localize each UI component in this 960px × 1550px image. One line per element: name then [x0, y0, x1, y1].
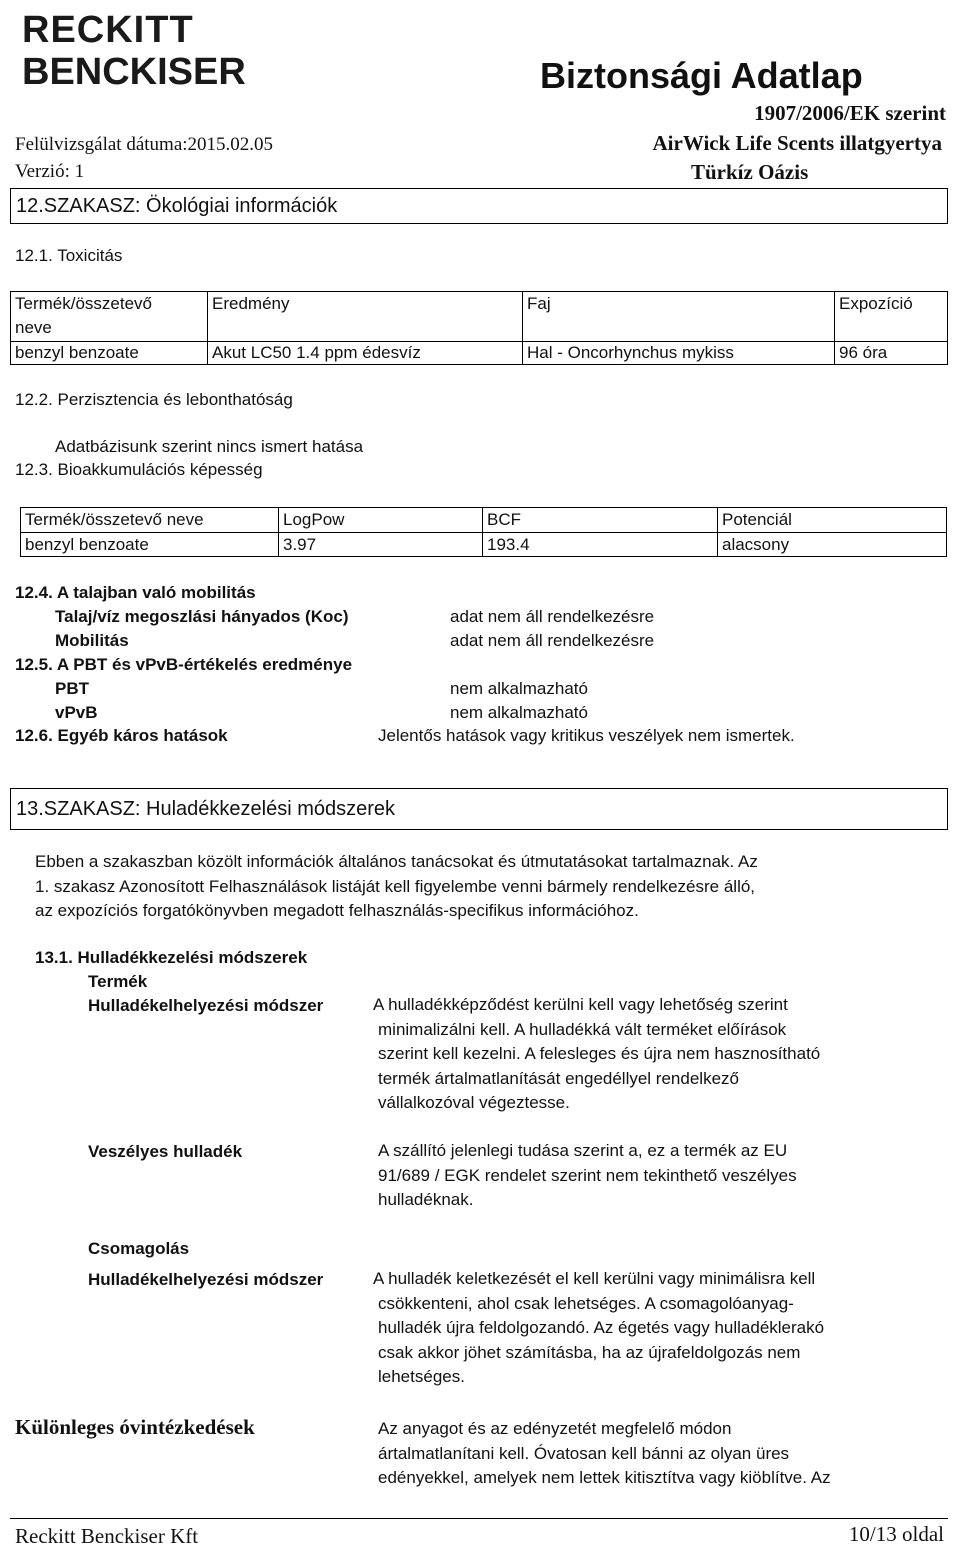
text-line: Az anyagot és az edényzetét megfelelő módon [378, 1419, 732, 1438]
koc-label: Talaj/víz megoszlási hányados (Koc) [55, 607, 349, 626]
persistence-text: Adatbázisunk szerint nincs ismert hatása [55, 437, 364, 456]
svg-text:BENCKISER: BENCKISER [22, 51, 246, 90]
special-precautions-label: Különleges óvintézkedések [15, 1415, 255, 1439]
methods-heading: 13.1. Hulladékkezelési módszerek [35, 948, 308, 967]
toxicity-col-product-line2: neve [15, 318, 52, 337]
other-effects-value: Jelentős hatások vagy kritikus veszélyek nem ismertek. [378, 726, 795, 745]
toxicity-cell-product: benzyl benzoate [11, 342, 208, 365]
footer-page-number: 10/13 oldal [848, 1522, 944, 1546]
text-line: szerint kell kezelni. A felesleges és újra nem hasznosítható [378, 1044, 821, 1063]
section13-title [10, 788, 948, 830]
product-disposal-label: Hulladékelhelyezési módszer [88, 996, 324, 1015]
document-title: Biztonsági Adatlap [540, 55, 863, 96]
vpvb-label: vPvB [55, 703, 98, 722]
special-precautions-text [378, 1417, 938, 1491]
product-name: AirWick Life Scents illatgyertya [652, 131, 942, 155]
text-line: edényekkel, amelyek nem lettek kitisztítva vagy kiöblítve. Az [378, 1468, 831, 1487]
toxicity-table [10, 291, 948, 365]
bioaccumulation-heading: 12.3. Bioakkumulációs képesség [15, 460, 263, 479]
toxicity-cell-species: Hal - Oncorhynchus mykiss [523, 342, 835, 365]
toxicity-cell-result: Akut LC50 1.4 ppm édesvíz [208, 342, 523, 365]
packaging-disposal-text [373, 1267, 938, 1390]
version-label: Verzió: 1 [15, 161, 85, 182]
toxicity-col-species: Faj [523, 292, 835, 342]
koc-value: adat nem áll rendelkezésre [450, 607, 655, 626]
text-line: A hulladék keletkezését el kell kerülni vagy minimálisra kell [373, 1269, 816, 1288]
bioacc-cell-potential: alacsony [718, 533, 947, 557]
toxicity-col-product-line1: Termék/összetevő [15, 294, 152, 313]
section12-title-text: 12.SZAKASZ: Ökológiai információk [16, 194, 338, 217]
mobility-heading: 12.4. A talajban való mobilitás [15, 583, 256, 602]
product-label: Termék [88, 972, 148, 991]
toxicity-cell-exposure: 96 óra [835, 342, 948, 365]
text-line: lehetséges. [378, 1367, 465, 1386]
product-variant: Türkíz Oázis [691, 160, 809, 184]
other-effects-heading: 12.6. Egyéb káros hatások [15, 726, 228, 745]
packaging-disposal-label: Hulladékelhelyezési módszer [88, 1270, 324, 1289]
section12-title [10, 188, 948, 224]
bioacc-cell-product: benzyl benzoate [21, 533, 279, 557]
bioacc-col-bcf: BCF [483, 508, 718, 533]
bioacc-cell-bcf: 193.4 [483, 533, 718, 557]
toxicity-col-product [11, 292, 208, 342]
packaging-label: Csomagolás [88, 1239, 190, 1258]
persistence-heading: 12.2. Perzisztencia és lebonthatóság [15, 390, 293, 409]
company-logo [22, 6, 247, 90]
text-line: A szállító jelenlegi tudása szerint a, ez a termék az EU [378, 1141, 788, 1160]
table-row [21, 533, 947, 557]
mobility-value: adat nem áll rendelkezésre [450, 631, 655, 650]
toxicity-heading: 12.1. Toxicitás [15, 246, 123, 265]
table-row [11, 342, 948, 365]
bioacc-col-product: Termék/összetevő neve [21, 508, 279, 533]
text-line: minimalizálni kell. A hulladékká vált terméket előírások [378, 1019, 787, 1039]
intro-line: 1. szakasz Azonosított Felhasználások listáját kell figyelembe venni bármely rendelkezésre álló, [35, 876, 756, 896]
footer-company: Reckitt Benckiser Kft [15, 1524, 199, 1548]
svg-text:RECKITT: RECKITT [22, 9, 194, 51]
bioacc-col-logpow: LogPow [279, 508, 483, 533]
text-line: ártalmatlanítani kell. Óvatosan kell bánni az olyan üres [378, 1443, 790, 1463]
bioacc-col-potential: Potenciál [718, 508, 947, 533]
product-disposal-text [373, 993, 938, 1116]
vpvb-value: nem alkalmazható [450, 703, 588, 722]
regulation-label: 1907/2006/EK szerint [754, 101, 946, 125]
text-line: csak akkor jöhet számításba, ha az újrafeldolgozás nem [378, 1342, 801, 1362]
text-line: hulladéknak. [378, 1190, 474, 1209]
section13-title-text: 13.SZAKASZ: Huladékkezelési módszerek [16, 797, 396, 820]
section13-intro [35, 850, 940, 924]
intro-line: az expozíciós forgatókönyvben megadott felhasználás-specifikus információhoz. [35, 901, 639, 920]
review-date: Felülvizsgálat dátuma:2015.02.05 [15, 134, 274, 155]
mobility-label: Mobilitás [55, 631, 129, 650]
hazardous-waste-text [378, 1139, 938, 1213]
text-line: csökkenteni, ahol csak lehetséges. A csomagolóanyag- [378, 1293, 794, 1313]
bioaccumulation-table [20, 507, 947, 557]
text-line: 91/689 / EGK rendelet szerint nem tekinthető veszélyes [378, 1165, 797, 1185]
text-line: hulladék újra feldolgozandó. Az égetés vagy hulladéklerakó [378, 1318, 825, 1337]
pbt-label: PBT [55, 679, 89, 698]
intro-line: Ebben a szakaszban közölt információk általános tanácsokat és útmutatásokat tartalmaznak. Az [35, 852, 758, 871]
toxicity-col-result: Eredmény [208, 292, 523, 342]
text-line: termék ártalmatlanítását engedéllyel rendelkező [378, 1068, 739, 1088]
footer-divider [10, 1518, 948, 1519]
pbt-heading: 12.5. A PBT és vPvB-értékelés eredménye [15, 655, 353, 674]
hazardous-waste-label: Veszélyes hulladék [88, 1142, 243, 1161]
pbt-value: nem alkalmazható [450, 679, 588, 698]
toxicity-col-exposure: Expozíció [835, 292, 948, 342]
text-line: A hulladékképződést kerülni kell vagy lehetőség szerint [373, 995, 788, 1014]
bioacc-cell-logpow: 3.97 [279, 533, 483, 557]
text-line: vállalkozóval végeztesse. [378, 1093, 570, 1112]
